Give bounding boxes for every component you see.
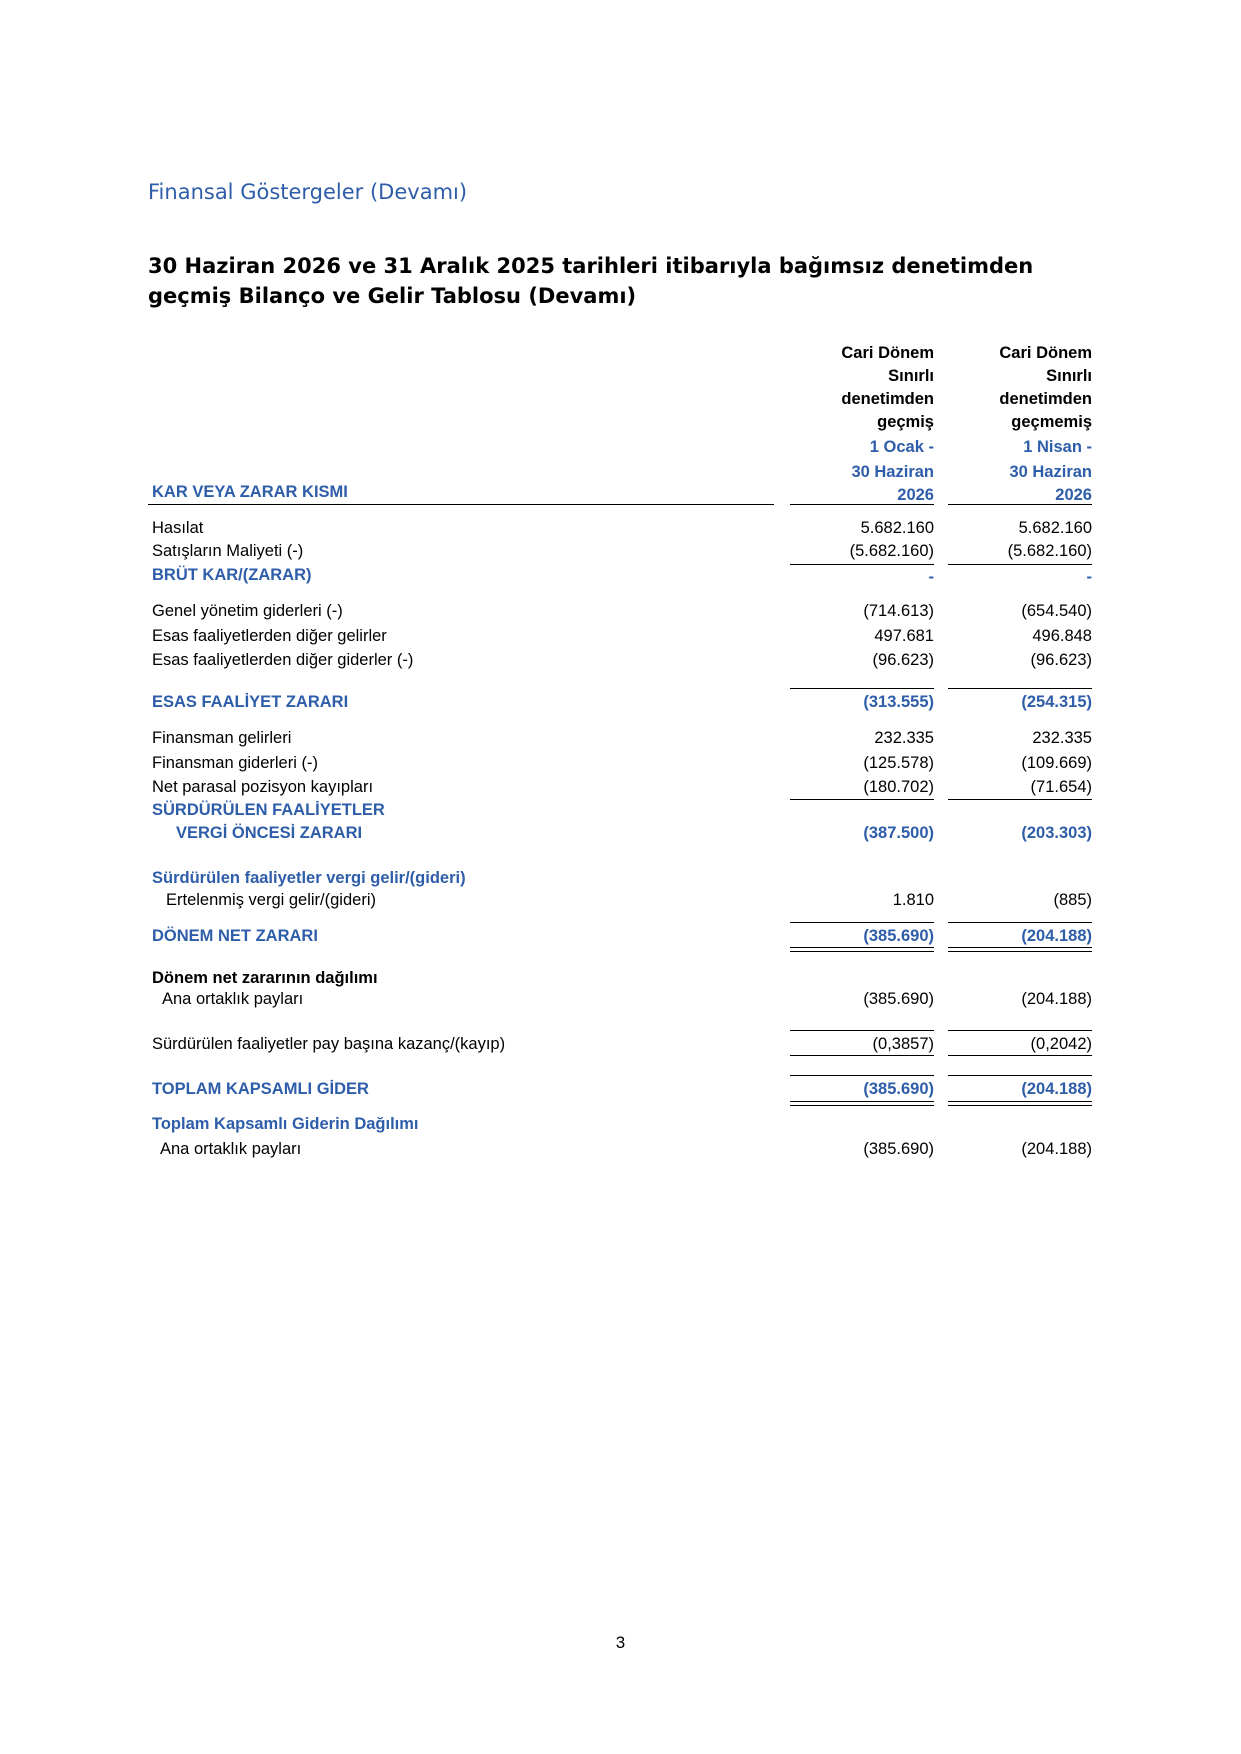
col2-line1: Cari Dönem (999, 344, 1092, 362)
rule (790, 922, 934, 923)
rule (948, 1030, 1092, 1031)
row-label-toplam-kapsamli: TOPLAM KAPSAMLI GİDER (152, 1080, 369, 1098)
row-value: (5.682.160) (849, 542, 934, 560)
row-label-ertelenmis-vergi: Ertelenmiş vergi gelir/(gideri) (166, 891, 376, 909)
row-value: (204.188) (1021, 990, 1092, 1008)
row-value: (203.303) (1021, 824, 1092, 842)
row-label-dagilim-baslik: Dönem net zararının dağılımı (152, 969, 378, 987)
row-label-finansman-gelir: Finansman gelirleri (152, 729, 292, 747)
row-value: - (1086, 568, 1092, 586)
row-value: (204.188) (1021, 1080, 1092, 1098)
row-label-vergi-baslik: Sürdürülen faaliyetler vergi gelir/(gideri) (152, 869, 466, 887)
row-value: (0,2042) (1030, 1035, 1092, 1053)
col1-line1: Cari Dönem (841, 344, 934, 362)
row-label-satis-maliyeti: Satışların Maliyeti (-) (152, 542, 304, 560)
rule (948, 947, 1092, 948)
row-value: (96.623) (1030, 651, 1092, 669)
row-label-net-parasal: Net parasal pozisyon kayıpları (152, 778, 374, 796)
row-value: 496.848 (1032, 627, 1092, 645)
row-label-diger-gelirler: Esas faaliyetlerden diğer gelirler (152, 627, 387, 645)
row-label-kapsamli-dagilim: Toplam Kapsamlı Giderin Dağılımı (152, 1115, 419, 1133)
col2-period-start: 1 Nisan - (1023, 438, 1092, 456)
row-label-hasilat: Hasılat (152, 519, 204, 537)
row-value: (109.669) (1021, 754, 1092, 772)
col1-period-end: 30 Haziran (851, 463, 934, 481)
rule (790, 1030, 934, 1031)
header-rule-col1 (790, 504, 934, 505)
header-rule-label (148, 504, 774, 505)
rule (948, 1101, 1092, 1102)
row-value: (385.690) (863, 1140, 934, 1158)
rule (948, 951, 1092, 952)
rule (948, 1055, 1092, 1056)
header-rule-col2 (948, 504, 1092, 505)
rule (948, 1105, 1092, 1106)
rule (948, 1075, 1092, 1076)
row-value: (885) (1053, 891, 1092, 909)
row-label-ana-ortaklik: Ana ortaklık payları (162, 990, 304, 1008)
rule (790, 1075, 934, 1076)
row-value: 232.335 (1032, 729, 1092, 747)
col1-year: 2026 (897, 486, 934, 504)
col1-line3: denetimden (841, 390, 934, 408)
row-value: (254.315) (1021, 693, 1092, 711)
row-value: (313.555) (863, 693, 934, 711)
column-header-1 (784, 342, 934, 507)
row-value: (654.540) (1021, 602, 1092, 620)
row-label-genel-yonetim: Genel yönetim giderleri (-) (152, 602, 343, 620)
row-label-finansman-gider: Finansman giderleri (-) (152, 754, 318, 772)
rule (790, 564, 934, 565)
col2-line4: geçmemiş (1011, 413, 1092, 431)
rule (948, 688, 1092, 689)
document-title: 30 Haziran 2026 ve 31 Aralık 2025 tarihleri itibarıyla bağımsız denetimden geçmiş Bilanço ve Gelir Tablosu (Devamı) (148, 254, 1034, 308)
row-value: 5.682.160 (1018, 519, 1092, 537)
section-title: Finansal Göstergeler (Devamı) (148, 180, 468, 204)
row-label-donem-net: DÖNEM NET ZARARI (152, 927, 318, 945)
rule (790, 1101, 934, 1102)
row-value: (125.578) (863, 754, 934, 772)
rule (790, 947, 934, 948)
row-value: (385.690) (863, 1080, 934, 1098)
rule (790, 951, 934, 952)
row-value: 5.682.160 (860, 519, 934, 537)
rule (948, 922, 1092, 923)
rule (948, 564, 1092, 565)
row-label-ana-ortaklik: Ana ortaklık payları (160, 1140, 302, 1158)
rule (790, 1105, 934, 1106)
row-value: (180.702) (863, 778, 934, 796)
row-value: (387.500) (863, 824, 934, 842)
rule (948, 799, 1092, 800)
row-value: - (928, 568, 934, 586)
col2-year: 2026 (1055, 486, 1092, 504)
row-value: (71.654) (1030, 778, 1092, 796)
rule (790, 1055, 934, 1056)
row-value: (385.690) (863, 990, 934, 1008)
column-header-2 (942, 342, 1092, 507)
row-label-pay-basina: Sürdürülen faaliyetler pay başına kazanç/(kayıp) (152, 1035, 506, 1053)
row-value: (714.613) (863, 602, 934, 620)
row-label-surdurulen-1: SÜRDÜRÜLEN FAALİYETLER (152, 801, 385, 819)
row-label-surdurulen-2: VERGİ ÖNCESİ ZARARI (176, 824, 363, 842)
row-label-diger-giderler: Esas faaliyetlerden diğer giderler (-) (152, 651, 414, 669)
row-value: 232.335 (874, 729, 934, 747)
col2-line2: Sınırlı (1046, 367, 1092, 385)
row-label-brut-kar: BRÜT KAR/(ZARAR) (152, 566, 312, 584)
col1-period-start: 1 Ocak - (869, 438, 934, 456)
row-value: 497.681 (874, 627, 934, 645)
row-value: (5.682.160) (1007, 542, 1092, 560)
rule (790, 688, 934, 689)
row-value: (204.188) (1021, 927, 1092, 945)
page-number: 3 (615, 1633, 626, 1652)
section-label: KAR VEYA ZARAR KISMI (152, 483, 348, 501)
row-value: (96.623) (872, 651, 934, 669)
row-value: (0,3857) (872, 1035, 934, 1053)
col2-line3: denetimden (999, 390, 1092, 408)
row-value: 1.810 (892, 891, 934, 909)
rule (790, 799, 934, 800)
col1-line2: Sınırlı (888, 367, 934, 385)
row-value: (385.690) (863, 927, 934, 945)
col1-line4: geçmiş (877, 413, 934, 431)
row-label-esas-faaliyet: ESAS FAALİYET ZARARI (152, 693, 349, 711)
row-value: (204.188) (1021, 1140, 1092, 1158)
col2-period-end: 30 Haziran (1009, 463, 1092, 481)
